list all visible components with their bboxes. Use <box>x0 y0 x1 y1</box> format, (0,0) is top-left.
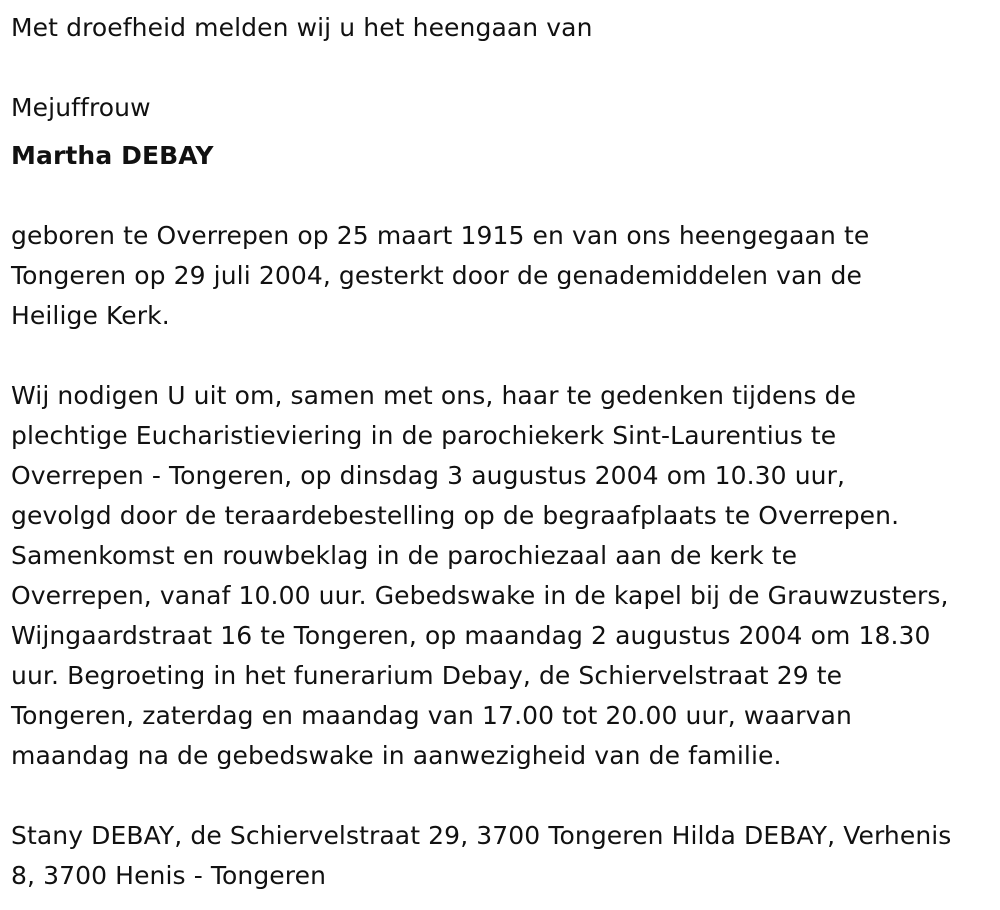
deceased-name: Martha DEBAY <box>11 141 214 170</box>
opening-line: Met droefheid melden wij u het heengaan van <box>11 13 593 42</box>
honorific: Mejuffrouw <box>11 93 151 122</box>
service-details-paragraph: Wij nodigen U uit om, samen met ons, haar te gedenken tijdens de plechtige Eucharistieviering in de parochiekerk Sint-Laurentius te Overrepen - Tongeren, op dinsdag 3 augustus 2004 om 10.30 uur, gevolgd door de teraardebestelling op de begraafplaats te Overrepen. Samenkomst en rouwbeklag in de parochiezaal aan de kerk te Overrepen, vanaf 10.00 uur. Gebedswake in de kapel bij de Grauwzusters, Wijngaardstraat 16 te Tongeren, op maandag 2 augustus 2004 om 18.30 uur. Begroeting in het funerarium Debay, de Schiervelstraat 29 te Tongeren, zaterdag en maandag van 17.00 tot 20.00 uur, waarvan maandag na de gebedswake in aanwezigheid van de familie. <box>11 381 949 770</box>
birth-death-paragraph: geboren te Overrepen op 25 maart 1915 en van ons heengegaan te Tongeren op 29 juli 2004, gesterkt door de genademiddelen van de Heilige Kerk. <box>11 221 870 330</box>
family-contacts: Stany DEBAY, de Schiervelstraat 29, 3700 Tongeren Hilda DEBAY, Verhenis 8, 3700 Henis - Tongeren <box>11 821 952 890</box>
